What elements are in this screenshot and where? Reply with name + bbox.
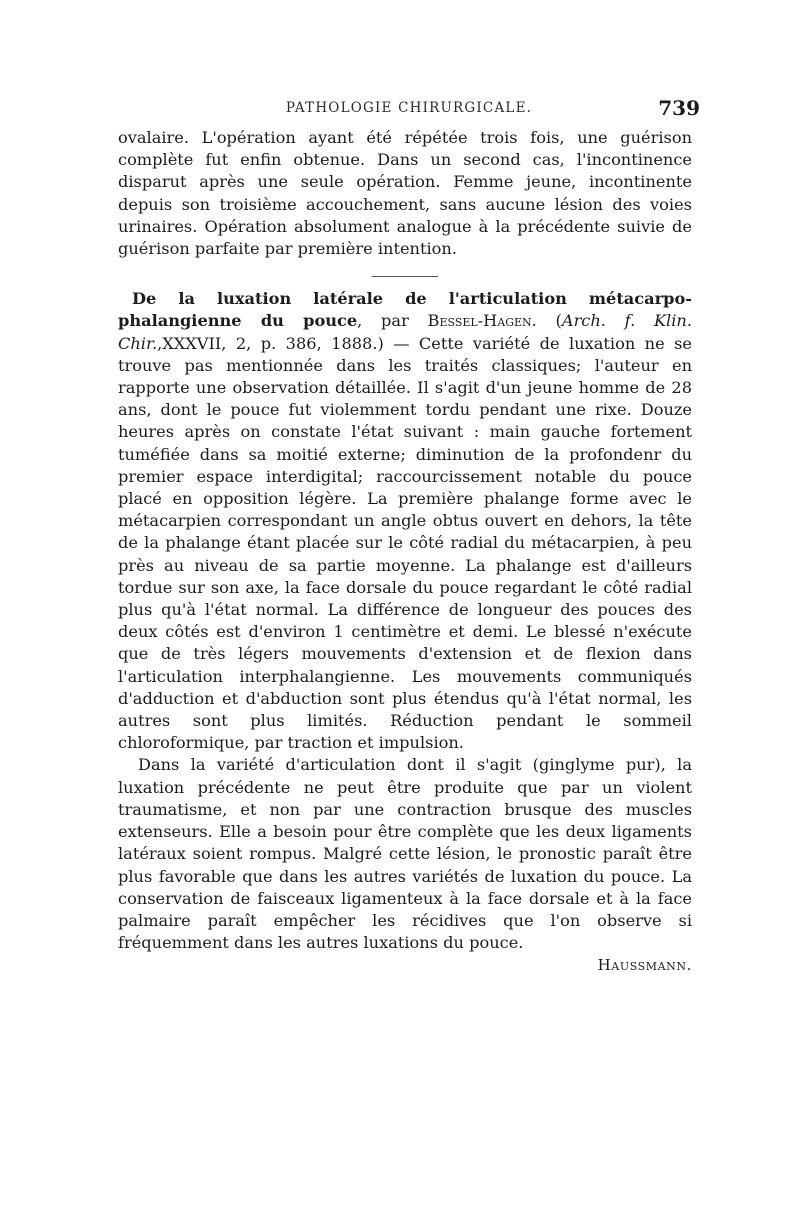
journal-name: Arch. f. Klin. Chir. [118, 311, 692, 353]
article-author: Bessel-Hagen. [427, 311, 537, 331]
page-body [118, 127, 692, 977]
section-divider [372, 276, 438, 277]
signature: Haussmann. [597, 956, 692, 975]
page-number: 739 [658, 96, 700, 120]
article-body: — Cette variété de luxation ne se trouve pas mentionnée dans les traités classiques; l'auteur en rapporte une observation détaillée. Il s'agit d'un jeune homme de 28 ans, dont le pouce fut violemment tordu pendant une rixe. Douze heures après on constate l'état suivant : main gauche fortement tuméfiée dans sa moitié externe; diminution de la profondenr du premier espace interdigital; raccourcissement notable du pouce placé en opposition légère. La première phalange forme avec le métacarpien correspondant un angle obtus ouvert en dehors, la tête de la phalange étant placée sur le côté radial du métacarpien, à peu près au niveau de sa partie moyenne. La phalange est d'ailleurs tordue sur son axe, la face dorsale du pouce regardant le côté radial plus qu'à l'état normal. La différence de longueur des pouces des deux côtés est d'environ 1 centimètre et demi. Le blessé n'exécute que de très légers mouvements d'extension et de flexion dans l'articulation interphalangienne. Les mouvements communiqués d'adduction et d'abduction sont plus étendus qu'à l'état normal, les autres sont plus limités. Réduction pendant le sommeil chloroformique, par traction et impulsion. [118, 333, 692, 753]
citation-rest: ,XXXVII, 2, p. 386, 1888.) [157, 333, 384, 353]
paragraph-discussion: Dans la variété d'articulation dont il s'agit (ginglyme pur), la luxation précédente ne peut être produite que par un violent traumatisme, et non par une contraction brusque des muscles extenseurs. Elle a besoin pour être complète que les deux ligaments latéraux soient rompus. Malgré cette lésion, le pronostic paraît être plus favorable que dans les autres variétés de luxation du pouce. La conservation de faisceaux ligamenteux à la face dorsale et à la face palmaire paraît empêcher les récidives que l'on observe si fréquemment dans les autres luxations du pouce. [118, 755, 692, 953]
page-header [118, 96, 700, 124]
running-title: PATHOLOGIE CHIRURGICALE. [285, 100, 533, 116]
article-title: De la luxation latérale de l'articulation métacarpo-phalangienne du pouce [118, 289, 692, 331]
article-paragraph [118, 288, 692, 754]
citation-open: ( [536, 311, 562, 331]
author-prefix: , par [357, 311, 428, 331]
paragraph-continuation: ovalaire. L'opération ayant été répétée trois fois, une guérison complète fut enfin obtenue. Dans un second cas, l'incontinence disparut après une seule opération. Femme jeune, incontinente depuis son troisième accouchement, sans aucune lésion des voies urinaires. Opération absolument analogue à la précédente suivie de guérison parfaite par première intention. [118, 128, 692, 259]
